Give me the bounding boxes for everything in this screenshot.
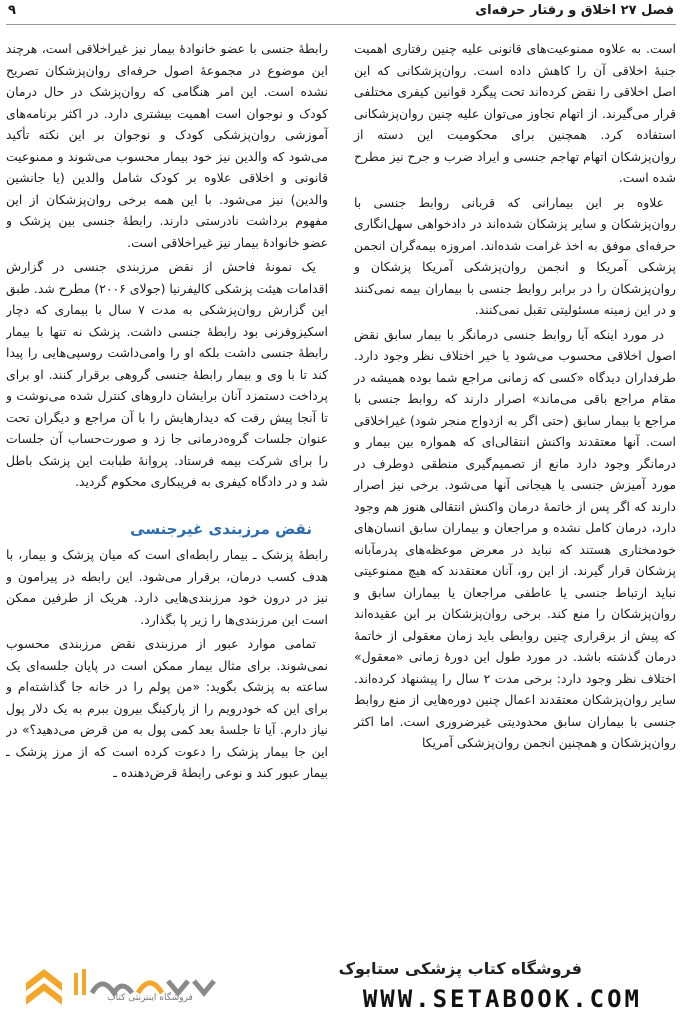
chapter-title: فصل ۲۷ اخلاق و رفتار حرفه‌ای [475, 3, 674, 18]
right-column [354, 38, 676, 950]
chevron-icon [26, 969, 62, 1005]
paragraph: است. به علاوه ممنوعیت‌های قانونی علیه چنین رفتاری اهمیت جنبهٔ اخلاقی آن را کاهش داده است. روان‌پزشکانی که این اصل اخلاقی را نقض کرده‌اند تحت پیگرد قوانین کیفری مختلفی قرار می‌گیرند. از اتهام تجاوز می‌توان علیه چنین روان‌پزشکانی استفاده کرد. همچنین برای محکومیت این دسته از روان‌پزشکان اتهام تهاجم جنسی و ایراد ضرب و جرح نیز مطرح شده است. [354, 41, 676, 185]
page-header [0, 0, 682, 24]
setabook-logo [22, 963, 262, 1019]
logo-subtitle: فروشگاه اینترنتی کتاب [107, 993, 193, 1003]
paragraph: تمامی موارد عبور از مرزبندی نقض مرزبندی محسوب نمی‌شوند. برای مثال بیمار ممکن است در پایان جلسه‌ای یک ساعته به پزشک بگوید: «من پولم را در خانه جا گذاشته‌ام و برای این که خودرویم را از پارکینگ بیرون ببرم به یک دلار پول نیاز دارم. آیا تا جلسهٔ بعد کمی پول به من قرض می‌دهید؟» در این جا بیمار پزشک را دعوت کرده است که از مرز پزشک ـ بیمار عبور کند و نوعی رابطهٔ قرض‌دهنده ـ [6, 636, 328, 780]
publisher-footer [0, 951, 682, 1023]
paragraph: علاوه بر این بیمارانی که قربانی روابط جنسی با روان‌پزشکان و سایر پزشکان شده‌اند در دادخواهی سهل‌انگاری حرفه‌ای موفق به اخذ غرامت شده‌اند. امروزه بیمه‌گران انجمن پزشکی آمریکا و انجمن روان‌پزشکی آمریکا پزشکان و روان‌پزشکان را در برابر روابط جنسی با بیماران بیمه نمی‌کنند و در این زمینه مسئولیتی تقبل نمی‌کنند. [354, 194, 676, 317]
paragraph: رابطهٔ جنسی با عضو خانوادهٔ بیمار نیز غیراخلاقی است، هرچند این موضوع در مجموعهٔ اصول حرفه‌ای روان‌پزشکان تصریح نشده است. این امر هنگامی که روان‌پزشک در حال درمان کودک و نوجوان است اهمیت بیشتری دارد. در اکثر برنامه‌های آموزشی روان‌پزشکی کودک و نوجوان بر این نکته تأکید می‌شود که والدین نیز خود بیمار محسوب می‌شوند و ممنوعیت قانونی و اخلاقی علاوه بر کودک شامل والدین (یا جانشین والدین) نیز می‌شود. با این همه برخی روان‌پزشکان از این مفهوم برداشت نادرستی دارند. رابطهٔ جنسی بین پزشک و عضو خانوادهٔ بیمار نیز غیراخلاقی است. [6, 41, 328, 250]
paragraph: یک نمونهٔ فاحش از نقض مرزبندی جنسی در گزارش اقدامات هیئت پزشکی کالیفرنیا (جولای ۲۰۰۶) مطرح شد. طبق این گزارش روان‌پزشکی به مدت ۷ سال با بیماری که دچار اسکیزوفرنی بود رابطهٔ جنسی داشت. پزشک نه تنها با بیمار رابطهٔ جنسی داشت بلکه او را وامی‌داشت روسپی‌هایی را پیدا کند تا با وی و بیمار رابطهٔ جنسی گروهی برقرار کنند. او برای پرداخت دستمزد آنان برایشان داروهای کنترل شده می‌نوشت و تا آنجا پیش رفت که دیدارهایش را با آن مراجع و دیگران تحت عنوان جلسات گروه‌درمانی جا زد و صورت‌حساب آن جلسات را برای شرکت بیمه فرستاد. پروانهٔ طبابت این پزشک باطل شد و در دادگاه کیفری به فریبکاری محکوم گردید. [6, 259, 329, 489]
paragraph: در مورد اینکه آیا روابط جنسی درمانگر با بیمار سابق نقض اصول اخلاقی محسوب می‌شود یا خیر اختلاف نظر وجود دارد. طرفداران دیدگاه «کسی که زمانی مراجع شما بوده همیشه در مقام مراجع باقی می‌ماند» اصرار دارند که روابط جنسی با مراجع یا بیمار سابق (حتی اگر به ازدواج منجر شود) غیراخلاقی است. آنها معتقدند واکنش انتقالی‌ای که همواره بین بیمار و درمانگر وجود دارد مانع از تصمیم‌گیری منطقی دوطرف در مورد آمیزش جنسی یا هیجانی آنها می‌شود. برخی نیز اصرار دارند که اگر پس از خاتمهٔ درمان واکنش انتقالی هنوز هم وجود دارد، درمان کامل نشده و مراجعان و بیماران سابق انسان‌های خودمختاری هستند که نباید در معرض موعظه‌های پدرمآبانه پزشکان قرار گیرند. از این رو، آنان معتقدند که هیچ ممنوعیتی نباید ارتباط جنسی یا عاطفی مراجعان یا بیماران سابق و روان‌پزشکان را منع کند. برخی روان‌پزشکان بر این عقیده‌اند که پیش از برقراری چنین روابطی باید زمان معقولی از خاتمهٔ درمان گذشته باشد. در مورد طول این دورهٔ زمانی «معقول» اختلاف نظر وجود دارد: برخی مدت ۲ سال را پیشنهاد کرده‌اند. سایر روان‌پزشکان معتقدند اعمال چنین دوره‌هایی از منع روابط جنسی با بیماران سابق محدودیتی غیرضروری است. اما اکثر روان‌پزشکان و همچنین انجمن روان‌پزشکی آمریکا [354, 326, 676, 750]
section-heading: نقض مرزبندی غیرجنسی [130, 519, 312, 538]
store-title: فروشگاه کتاب پزشکی ستابوک [338, 959, 582, 978]
paragraph: رابطهٔ پزشک ـ بیمار رابطه‌ای است که میان پزشک و بیمار، با هدف کسب درمان، برقرار می‌شود. این رابطه در پیرامون و نیز در درون خود مرزبندی‌هایی دارد. هریک از طرفین ممکن است این مرزبندی‌ها را زیر پا بگذارد. [6, 547, 328, 627]
left-column [6, 38, 328, 950]
page-number: ۹ [8, 3, 16, 18]
header-divider [6, 24, 676, 25]
store-url[interactable]: WWW.SETABOOK.COM [362, 985, 642, 1013]
text-columns [6, 38, 676, 950]
